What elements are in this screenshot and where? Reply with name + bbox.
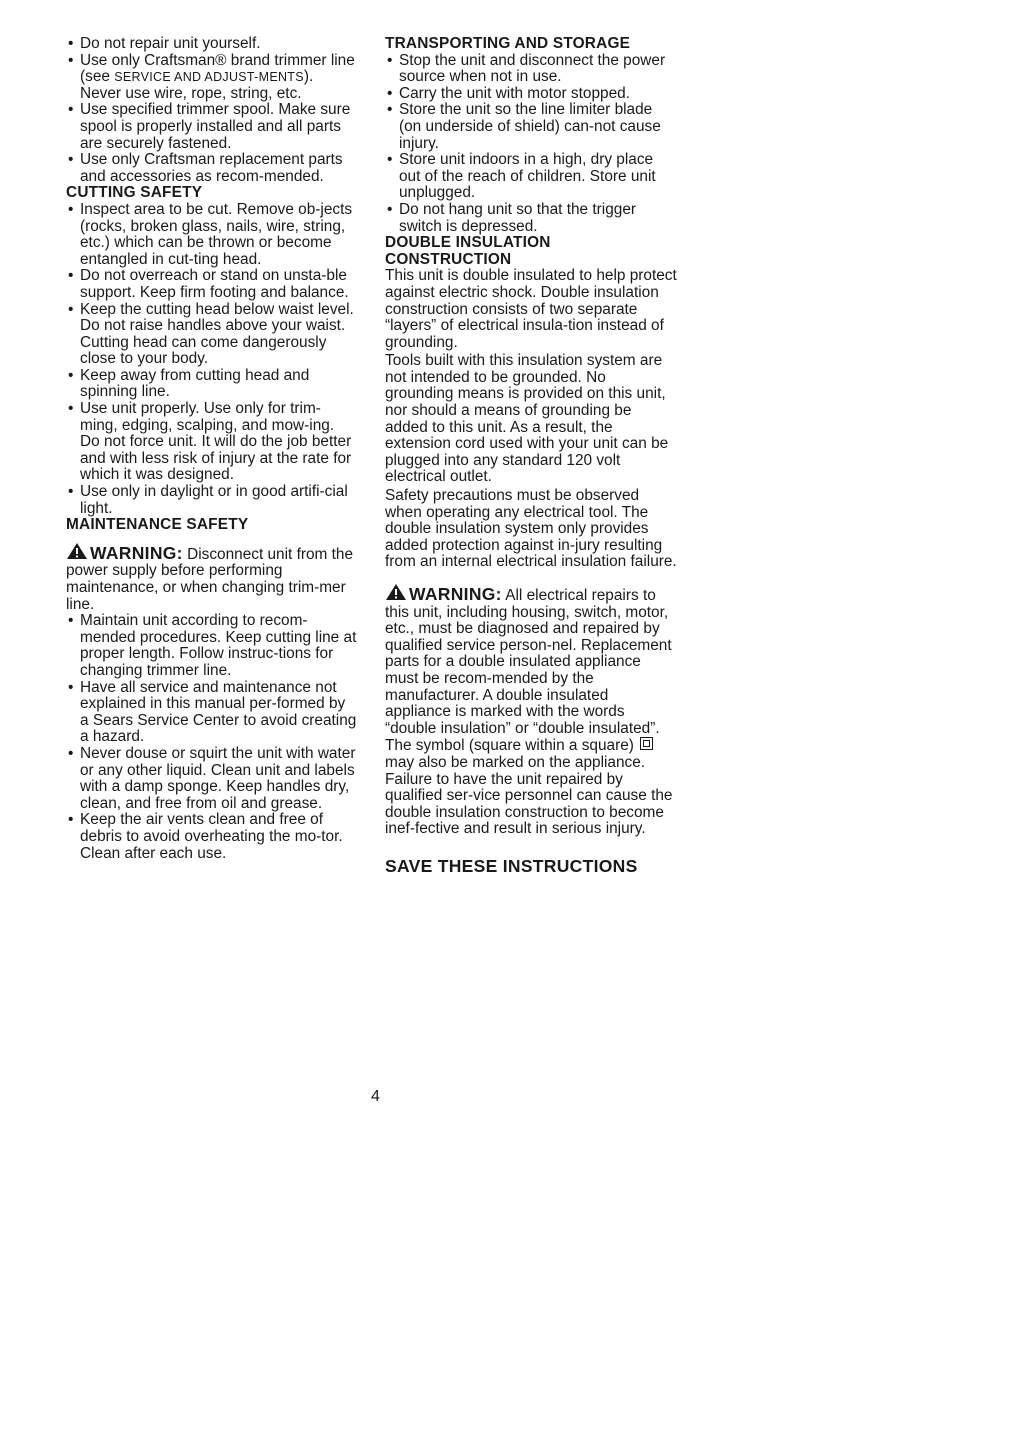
transport-bullet-list xyxy=(385,53,677,236)
list-item: • Do not repair unit yourself. xyxy=(66,36,358,53)
list-item: • Stop the unit and disconnect the power source when not in use. xyxy=(385,53,677,86)
page-number: 4 xyxy=(371,1088,380,1105)
warning-text: All electrical repairs to this unit, including housing, switch, motor, etc., must be diagnosed and repaired by qualified service person-nel. Replacement parts for a double insulated appliance must be recom-mended by the manufacturer. A double insulated appliance is marked with the words “double insulation” or “double insulated”. The symbol (square within a square) xyxy=(385,587,672,755)
warning-triangle-icon xyxy=(385,583,407,601)
double-insulation-heading: DOUBLE INSULATION CONSTRUCTION xyxy=(385,234,551,268)
intro-bullet-list xyxy=(66,36,358,185)
maintenance-bullet-list xyxy=(66,613,358,862)
list-item: • Have all service and maintenance not explained in this manual per-formed by a Sears Service Center to avoid creating a hazard. xyxy=(66,680,358,746)
warning-text-continued: may also be marked on the appliance. Failure to have the unit repaired by qualified ser-vice personnel can cause the double insulation construction to become inef-fective and result in serious injury. xyxy=(385,753,673,838)
section-reference: SERVICE AND ADJUST-MENTS xyxy=(114,70,304,85)
warning-label: WARNING: xyxy=(409,584,502,604)
list-item: • Use only in daylight or in good artifi-cial light. xyxy=(66,484,358,517)
list-item: • Do not overreach or stand on unsta-ble support. Keep firm footing and balance. xyxy=(66,268,358,301)
list-item: • Use only Craftsman replacement parts and accessories as recom-mended. xyxy=(66,152,358,185)
list-item: • Use unit properly. Use only for trim-ming, edging, scalping, and mow-ing. Do not force unit. It will do the job better and with less risk of injury at the rate for which it was designed. xyxy=(66,401,358,484)
list-item: • Inspect area to be cut. Remove ob-jects (rocks, broken glass, nails, wire, string, etc.) which can be thrown or become entangled in cut-ting head. xyxy=(66,202,358,268)
list-item: • Keep away from cutting head and spinning line. xyxy=(66,368,358,401)
list-item: • Do not hang unit so that the trigger switch is depressed. xyxy=(385,202,677,235)
double-insulation-paragraph-2: Tools built with this insulation system are not intended to be grounded. No grounding means is provided on this unit, nor should a means of grounding be added to this unit. As a result, the extension cord used with your unit can be plugged into any standard 120 volt electrical outlet. xyxy=(385,352,669,486)
double-insulation-paragraph-3: Safety precautions must be observed when operating any electrical tool. The double insulation system only provides added protection against in-jury resulting from an internal electrical insulation failure. xyxy=(385,487,677,571)
cutting-bullet-list xyxy=(66,202,358,517)
double-insulation-paragraph-1: This unit is double insulated to help protect against electric shock. Double insulation construction consists of two separate “layers” of electrical insula-tion instead of grounding. xyxy=(385,267,677,351)
cutting-safety-heading: CUTTING SAFETY xyxy=(66,184,203,202)
double-insulation-symbol-icon xyxy=(640,737,653,750)
list-item: • Maintain unit according to recom-mended procedures. Keep cutting line at proper length. Follow instruc-tions for changing trimmer line. xyxy=(66,613,358,679)
list-item: • Use only Craftsman® brand trimmer line (see SERVICE AND ADJUST-MENTS). Never use wire, rope, string, etc. xyxy=(66,53,358,103)
warning-label: WARNING: xyxy=(90,542,183,563)
save-instructions-heading: SAVE THESE INSTRUCTIONS xyxy=(385,855,638,876)
list-item: • Use specified trimmer spool. Make sure spool is properly installed and all parts are securely fastened. xyxy=(66,102,358,152)
warning-triangle-icon xyxy=(66,542,88,560)
transporting-storage-heading: TRANSPORTING AND STORAGE xyxy=(385,35,631,52)
left-column xyxy=(66,36,358,862)
list-item: • Keep the cutting head below waist level. Do not raise handles above your waist. Cutting head can come dangerously close to your body. xyxy=(66,302,358,368)
list-item: • Store the unit so the line limiter blade (on underside of shield) can-not cause injury. xyxy=(385,102,677,152)
list-item: • Keep the air vents clean and free of debris to avoid overheating the mo-tor. Clean after each use. xyxy=(66,812,358,862)
list-item: • Never douse or squirt the unit with water or any other liquid. Clean unit and labels with a damp sponge. Keep handles dry, clean, and free from oil and grease. xyxy=(66,746,358,812)
maintenance-warning xyxy=(66,542,358,613)
warning-text: Disconnect unit from the power supply before performing maintenance, or when changing trim-mer line. xyxy=(66,545,354,613)
maintenance-safety-heading: MAINTENANCE SAFETY xyxy=(66,516,249,534)
list-item: • Store unit indoors in a high, dry place out of the reach of children. Store unit unplugged. xyxy=(385,152,677,202)
electrical-repair-warning xyxy=(385,583,677,838)
right-column xyxy=(385,36,677,875)
list-item: • Carry the unit with motor stopped. xyxy=(385,86,677,103)
